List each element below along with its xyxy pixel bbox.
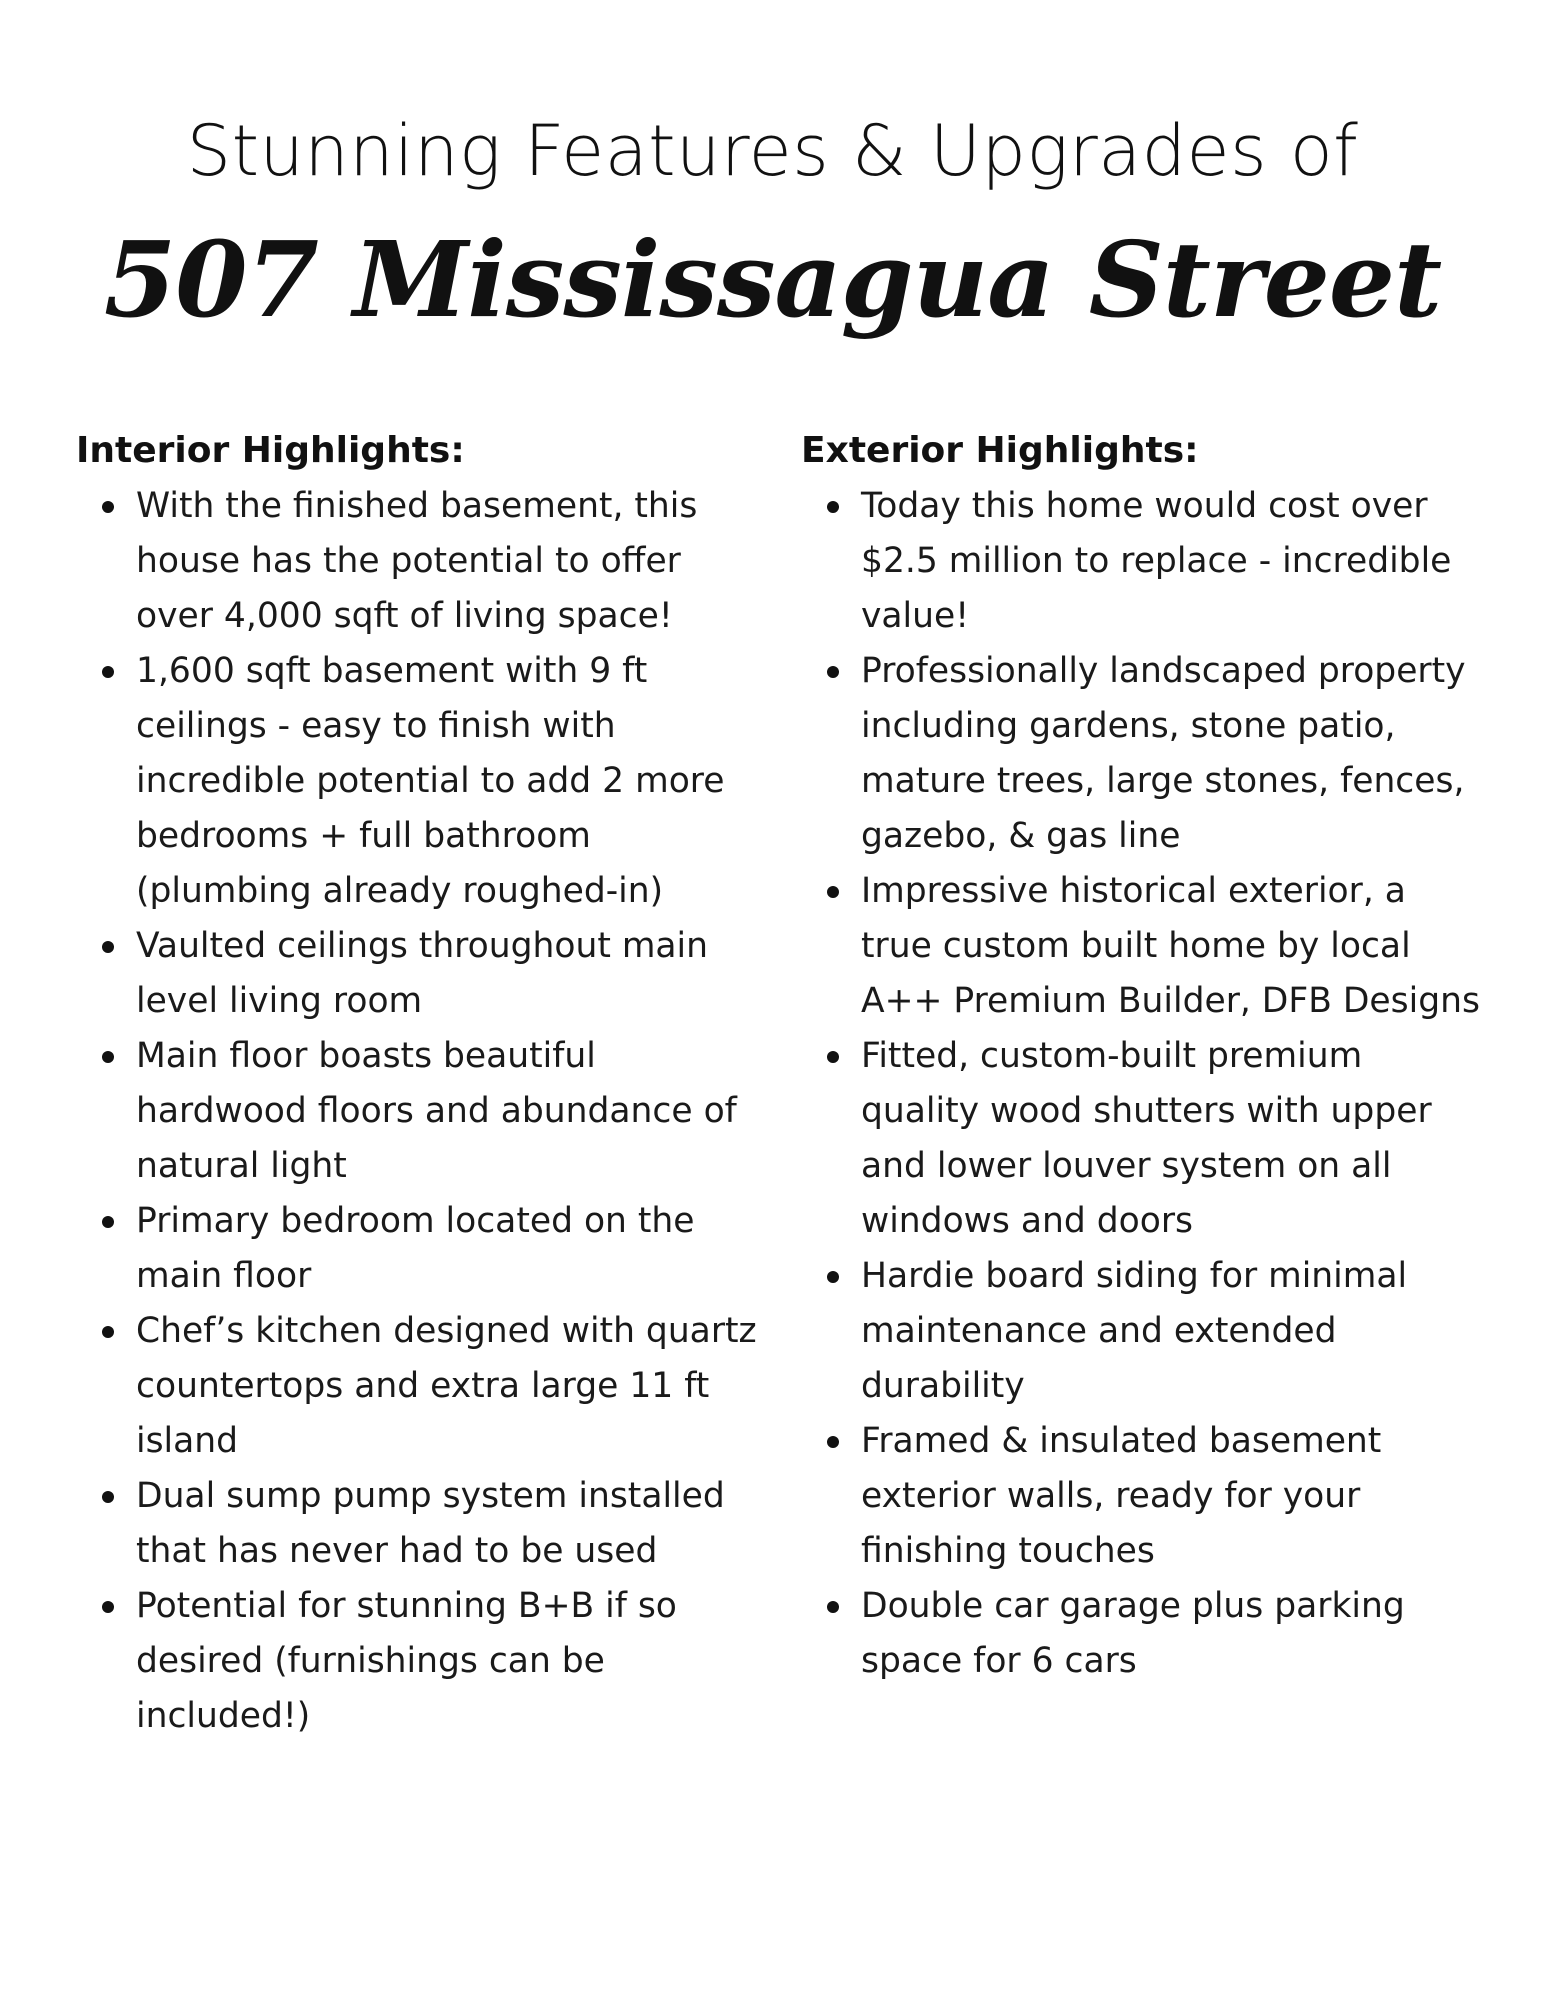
- list-item: Vaulted ceilings throughout main level living room: [136, 919, 766, 1029]
- list-item: 1,600 sqft basement with 9 ft ceilings - easy to finish with incredible potential to add 2 more bedrooms + full bathroom (plumbing already roughed-in): [136, 644, 766, 919]
- interior-highlights-list: [76, 479, 766, 1744]
- exterior-highlights-section: [801, 423, 1481, 1689]
- list-item: Potential for stunning B+B if so desired (furnishings can be included!): [136, 1579, 766, 1744]
- list-item: Fitted, custom-built premium quality wood shutters with upper and lower louver system on all windows and doors: [861, 1029, 1481, 1249]
- list-item: Main floor boasts beautiful hardwood floors and abundance of natural light: [136, 1029, 766, 1194]
- list-item: With the finished basement, this house has the potential to offer over 4,000 sqft of living space!: [136, 479, 766, 644]
- list-item: Double car garage plus parking space for 6 cars: [861, 1579, 1481, 1689]
- page-title: Stunning Features & Upgrades of: [186, 110, 1359, 192]
- list-item: Professionally landscaped property including gardens, stone patio, mature trees, large stones, fences, gazebo, & gas line: [861, 644, 1481, 864]
- list-item: Chef’s kitchen designed with quartz countertops and extra large 11 ft island: [136, 1304, 766, 1469]
- list-item: Hardie board siding for minimal maintenance and extended durability: [861, 1249, 1481, 1414]
- exterior-highlights-heading: Exterior Highlights:: [801, 430, 1199, 471]
- list-item: Framed & insulated basement exterior walls, ready for your finishing touches: [861, 1414, 1481, 1579]
- exterior-highlights-list: [801, 479, 1481, 1689]
- list-item: Dual sump pump system installed that has never had to be used: [136, 1469, 766, 1579]
- property-address-title: 507 Mississagua Street: [103, 218, 1442, 341]
- list-item: Today this home would cost over $2.5 million to replace - incredible value!: [861, 479, 1481, 644]
- list-item: Impressive historical exterior, a true custom built home by local A++ Premium Builder, DFB Designs: [861, 864, 1481, 1029]
- interior-highlights-section: [76, 423, 766, 1744]
- interior-highlights-heading: Interior Highlights:: [76, 430, 465, 471]
- list-item: Primary bedroom located on the main floor: [136, 1194, 766, 1304]
